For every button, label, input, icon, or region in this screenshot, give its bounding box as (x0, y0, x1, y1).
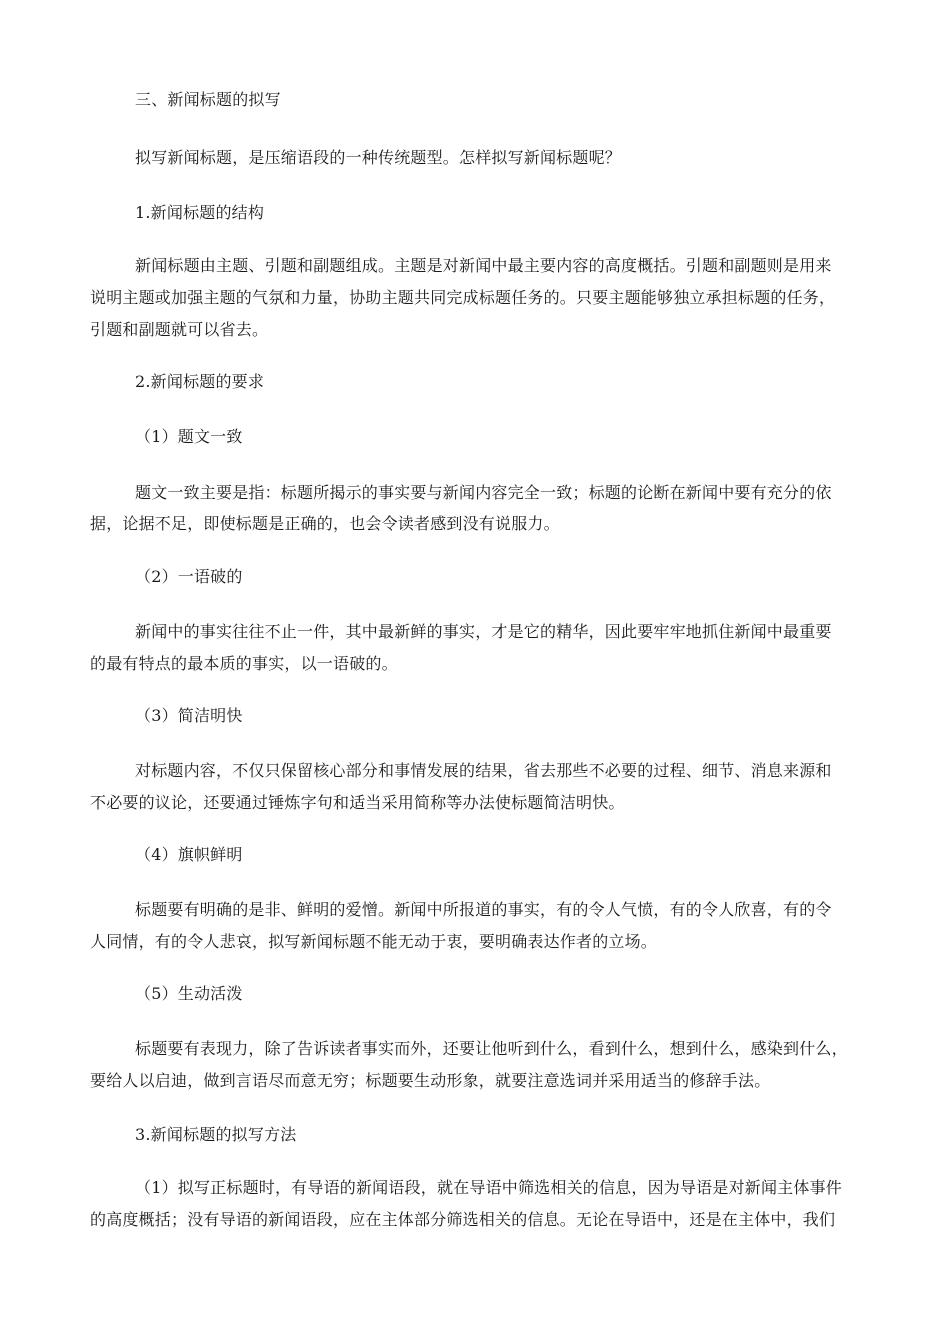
paragraph-line: 标题要有表现力，除了告诉读者事实而外，还要让他听到什么，看到什么，想到什么，感染到什么， (135, 1039, 848, 1058)
paragraph-line: 对标题内容，不仅只保留核心部分和事情发展的结果，省去那些不必要的过程、细节、消息来源和 (135, 761, 832, 780)
section-title: 三、新闻标题的拟写 (135, 90, 281, 109)
paragraph-line: 题文一致主要是指：标题所揭示的事实要与新闻内容完全一致；标题的论断在新闻中要有充分的依 (135, 483, 832, 502)
paragraph-line: 据，论据不足，即使标题是正确的，也会令读者感到没有说服力。 (90, 514, 560, 533)
part2-heading: 2.新闻标题的要求 (135, 372, 265, 391)
paragraph-line: 的最有特点的最本质的事实，以一语破的。 (90, 654, 398, 673)
requirement-label: （2）一语破的 (135, 567, 243, 586)
part3-heading: 3.新闻标题的拟写方法 (135, 1125, 297, 1144)
paragraph-line: 的高度概括；没有导语的新闻语段，应在主体部分筛选相关的信息。无论在导语中，还是在主体中，我们 (90, 1210, 836, 1229)
paragraph-line: 不必要的议论，还要通过锤炼字句和适当采用简称等办法使标题简洁明快。 (90, 793, 625, 812)
requirement-label: （1）题文一致 (135, 427, 243, 446)
paragraph-line: 新闻中的事实往往不止一件，其中最新鲜的事实，才是它的精华，因此要牢牢地抓住新闻中最重要 (135, 622, 832, 641)
paragraph-line: （1）拟写正标题时，有导语的新闻语段，就在导语中筛选相关的信息，因为导语是对新闻主体事件 (135, 1178, 842, 1197)
paragraph-line: 标题要有明确的是非、鲜明的爱憎。新闻中所报道的事实，有的令人气愤，有的令人欣喜，有的令 (135, 900, 832, 919)
requirement-label: （5）生动活泼 (135, 984, 243, 1003)
intro-paragraph: 拟写新闻标题，是压缩语段的一种传统题型。怎样拟写新闻标题呢？ (135, 148, 622, 167)
paragraph-line: 人同情，有的令人悲哀，拟写新闻标题不能无动于衷，要明确表达作者的立场。 (90, 932, 658, 951)
paragraph-line: 新闻标题由主题、引题和副题组成。主题是对新闻中最主要内容的高度概括。引题和副题则是用来 (135, 256, 832, 275)
requirement-label: （3）简洁明快 (135, 706, 243, 725)
paragraph-line: 说明主题或加强主题的气氛和力量，协助主题共同完成标题任务的。只要主题能够独立承担标题的任务， (90, 288, 836, 307)
part1-heading: 1.新闻标题的结构 (135, 203, 265, 222)
requirement-label: （4）旗帜鲜明 (135, 845, 243, 864)
paragraph-line: 引题和副题就可以省去。 (90, 320, 269, 339)
paragraph-line: 要给人以启迪，做到言语尽而意无穷；标题要生动形象，就要注意选词并采用适当的修辞手法。 (90, 1071, 771, 1090)
